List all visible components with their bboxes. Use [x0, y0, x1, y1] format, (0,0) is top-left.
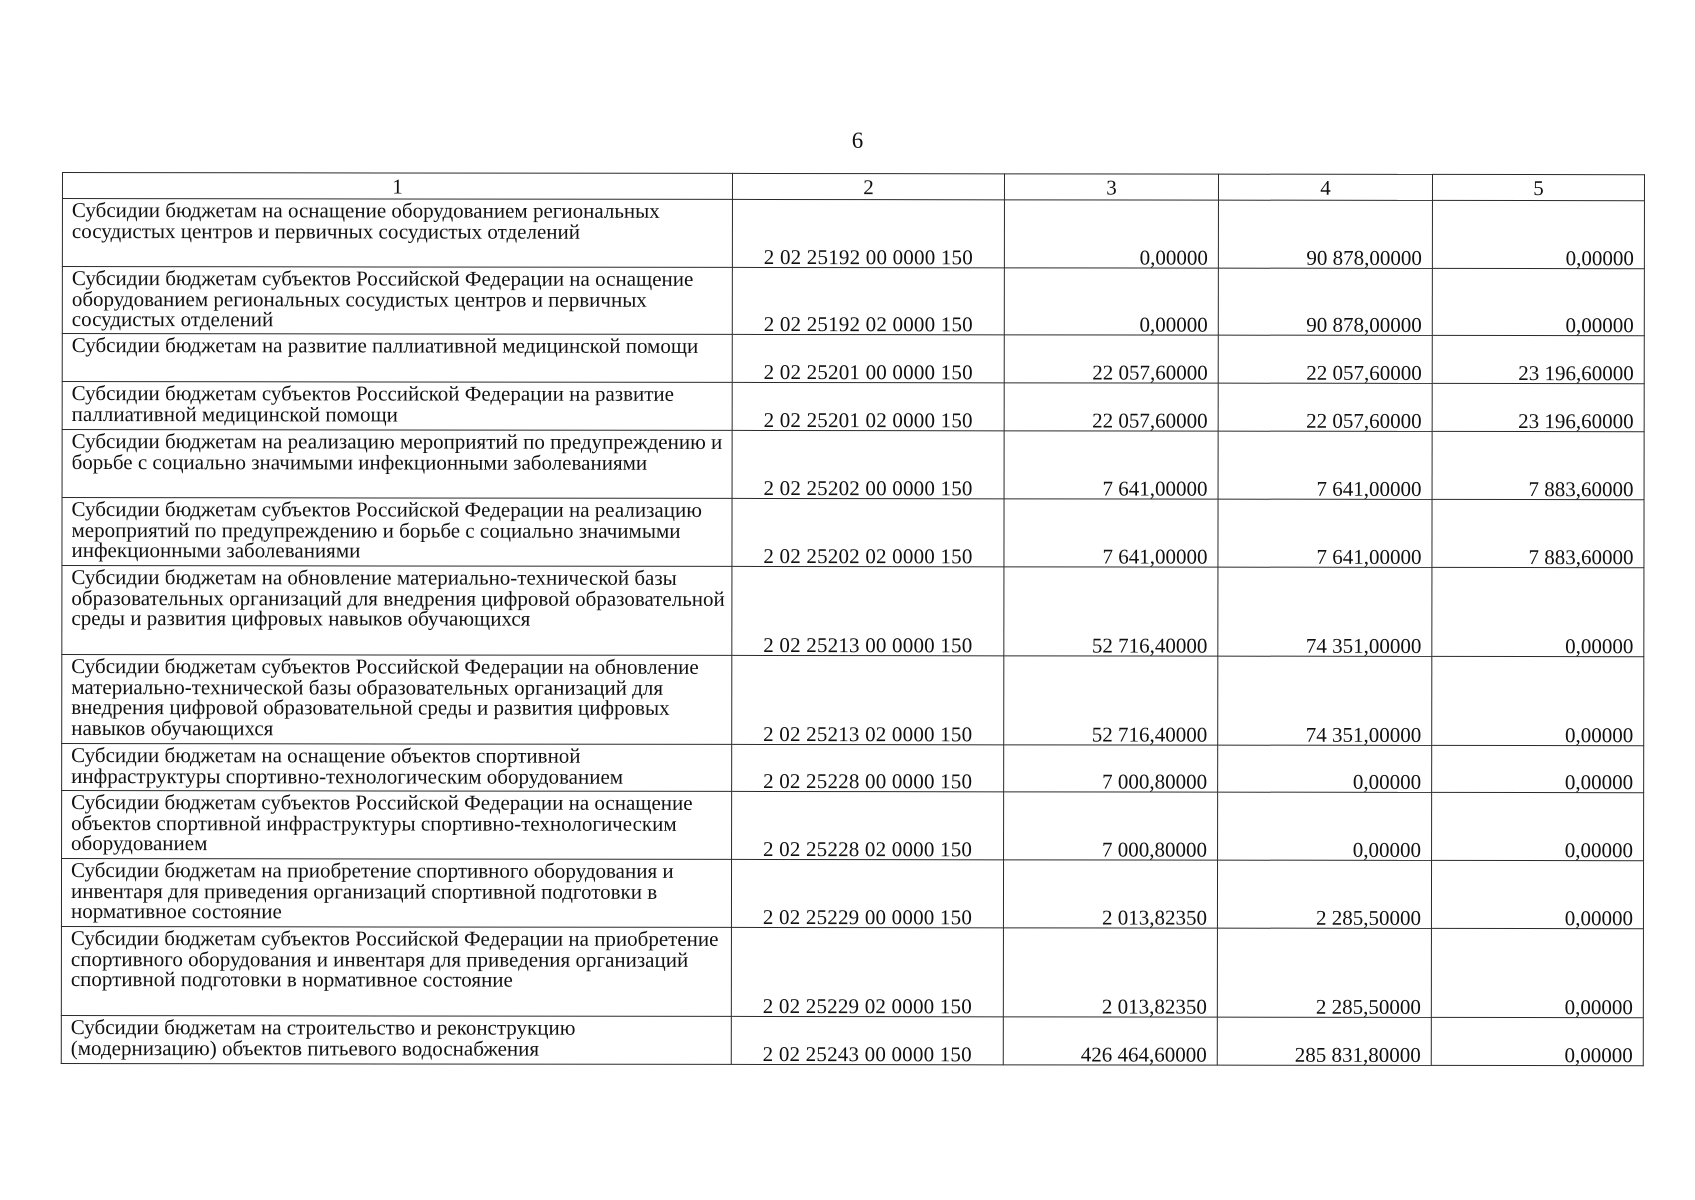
header-col-3: 3 [1004, 174, 1218, 200]
row-value-3: 22 057,60000 [1004, 383, 1218, 431]
row-code: 2 02 25229 00 0000 150 [731, 859, 1003, 927]
header-row [62, 173, 1644, 201]
row-value-5: 0,00000 [1432, 268, 1644, 335]
table-row [62, 430, 1644, 500]
row-value-4: 7 641,00000 [1218, 499, 1432, 567]
row-name: Субсидии бюджетам субъектов Российской Федерации на оснащение оборудованием региональных сосудистых центров и первичных сосудистых отделений [62, 267, 732, 335]
row-value-3: 22 057,60000 [1004, 335, 1218, 383]
table-body [61, 199, 1644, 1066]
row-name: Субсидии бюджетам субъектов Российской Федерации на обновление материально-технической базы образовательных организаций для внедрения цифровой образовательной среды и развития цифровых навыков обучающихся [62, 655, 732, 745]
row-name: Субсидии бюджетам на оснащение объектов спортивной инфраструктуры спортивно-технологическим оборудованием [62, 744, 732, 792]
row-value-3: 52 716,40000 [1004, 567, 1218, 656]
row-code: 2 02 25201 00 0000 150 [732, 334, 1004, 382]
row-value-4: 285 831,80000 [1217, 1017, 1431, 1065]
row-value-4: 90 878,00000 [1218, 200, 1432, 268]
row-value-5: 23 196,60000 [1432, 335, 1644, 383]
table-row [62, 566, 1644, 657]
page-number: 6 [851, 128, 864, 153]
row-value-5: 7 883,60000 [1432, 431, 1644, 499]
row-value-5: 0,00000 [1432, 792, 1644, 860]
row-code: 2 02 25213 02 0000 150 [732, 655, 1004, 744]
row-value-3: 7 000,80000 [1004, 745, 1218, 792]
row-value-3: 7 641,00000 [1004, 431, 1218, 499]
row-code: 2 02 25192 00 0000 150 [732, 199, 1004, 267]
row-value-5: 0,00000 [1432, 200, 1644, 268]
row-name: Субсидии бюджетам на оснащение оборудованием региональных сосудистых центров и первичных сосудистых отделений [62, 199, 732, 268]
row-value-4: 7 641,00000 [1218, 431, 1432, 499]
table-row [62, 791, 1644, 861]
row-value-3: 52 716,40000 [1004, 656, 1218, 745]
table-row [62, 655, 1644, 746]
row-value-5: 7 883,60000 [1432, 499, 1644, 567]
row-value-5: 0,00000 [1432, 656, 1644, 745]
row-value-4: 22 057,60000 [1218, 383, 1432, 431]
row-code: 2 02 25201 02 0000 150 [732, 382, 1004, 430]
row-value-3: 7 641,00000 [1004, 499, 1218, 567]
row-value-5: 0,00000 [1431, 928, 1643, 1017]
row-name: Субсидии бюджетам субъектов Российской Федерации на оснащение объектов спортивной инфраструктуры спортивно-технологическим оборудованием [62, 791, 732, 860]
header-col-5: 5 [1432, 174, 1644, 200]
row-name: Субсидии бюджетам на приобретение спортивного оборудования и инвентаря для приведения организаций спортивной подготовки в нормативное состояние [61, 859, 731, 928]
table-row [62, 267, 1644, 336]
row-value-3: 0,00000 [1004, 200, 1218, 268]
row-value-3: 7 000,80000 [1004, 792, 1218, 860]
table-row [62, 199, 1644, 269]
row-value-4: 0,00000 [1218, 792, 1432, 860]
table-row [62, 382, 1644, 432]
row-code: 2 02 25202 02 0000 150 [732, 498, 1004, 566]
table-row [61, 859, 1643, 929]
header-col-1: 1 [62, 173, 732, 200]
row-name: Субсидии бюджетам субъектов Российской Федерации на развитие паллиативной медицинской помощи [62, 382, 732, 431]
row-code: 2 02 25228 00 0000 150 [732, 744, 1004, 791]
row-code: 2 02 25202 00 0000 150 [732, 430, 1004, 498]
row-name: Субсидии бюджетам на развитие паллиативной медицинской помощи [62, 334, 732, 383]
row-value-5: 0,00000 [1431, 860, 1643, 928]
row-value-3: 0,00000 [1004, 268, 1218, 335]
budget-table [61, 172, 1645, 1066]
row-code: 2 02 25243 00 0000 150 [731, 1016, 1003, 1064]
row-name: Субсидии бюджетам субъектов Российской Федерации на приобретение спортивного оборудования и инвентаря для приведения организаций спортивной подготовки в нормативное состояние [61, 926, 731, 1016]
row-value-3: 426 464,60000 [1003, 1017, 1217, 1065]
row-value-5: 23 196,60000 [1432, 383, 1644, 431]
row-value-5: 0,00000 [1432, 745, 1644, 792]
row-value-4: 2 285,50000 [1217, 928, 1431, 1017]
header-col-4: 4 [1218, 174, 1432, 200]
row-value-4: 2 285,50000 [1217, 860, 1431, 928]
row-code: 2 02 25228 02 0000 150 [732, 791, 1004, 859]
table-row [61, 926, 1643, 1017]
row-code: 2 02 25213 00 0000 150 [732, 566, 1004, 655]
table-row [62, 744, 1644, 793]
table-row [62, 498, 1644, 568]
row-code: 2 02 25229 02 0000 150 [731, 927, 1003, 1016]
header-col-2: 2 [732, 173, 1004, 199]
row-value-4: 74 351,00000 [1218, 567, 1432, 656]
row-name: Субсидии бюджетам на реализацию мероприятий по предупреждению и борьбе с социально значимыми инфекционными заболеваниями [62, 430, 732, 499]
row-value-3: 2 013,82350 [1003, 860, 1217, 928]
table-row [62, 334, 1644, 384]
row-value-4: 90 878,00000 [1218, 268, 1432, 335]
row-name: Субсидии бюджетам на обновление материально-технической базы образовательных организаций для внедрения цифровой образовательной среды и развития цифровых навыков обучающихся [62, 566, 732, 656]
row-value-3: 2 013,82350 [1003, 928, 1217, 1017]
row-value-4: 74 351,00000 [1218, 656, 1432, 745]
row-value-5: 0,00000 [1431, 1017, 1643, 1065]
table-header [62, 173, 1644, 201]
row-value-5: 0,00000 [1432, 567, 1644, 656]
row-name: Субсидии бюджетам субъектов Российской Федерации на реализацию мероприятий по предупреждению и борьбе с социально значимыми инфекционными заболеваниями [62, 498, 732, 567]
row-code: 2 02 25192 02 0000 150 [732, 267, 1004, 334]
row-value-4: 0,00000 [1218, 745, 1432, 792]
row-value-4: 22 057,60000 [1218, 335, 1432, 383]
table-row [61, 1015, 1643, 1065]
row-name: Субсидии бюджетам на строительство и реконструкцию (модернизацию) объектов питьевого водоснабжения [61, 1015, 731, 1064]
